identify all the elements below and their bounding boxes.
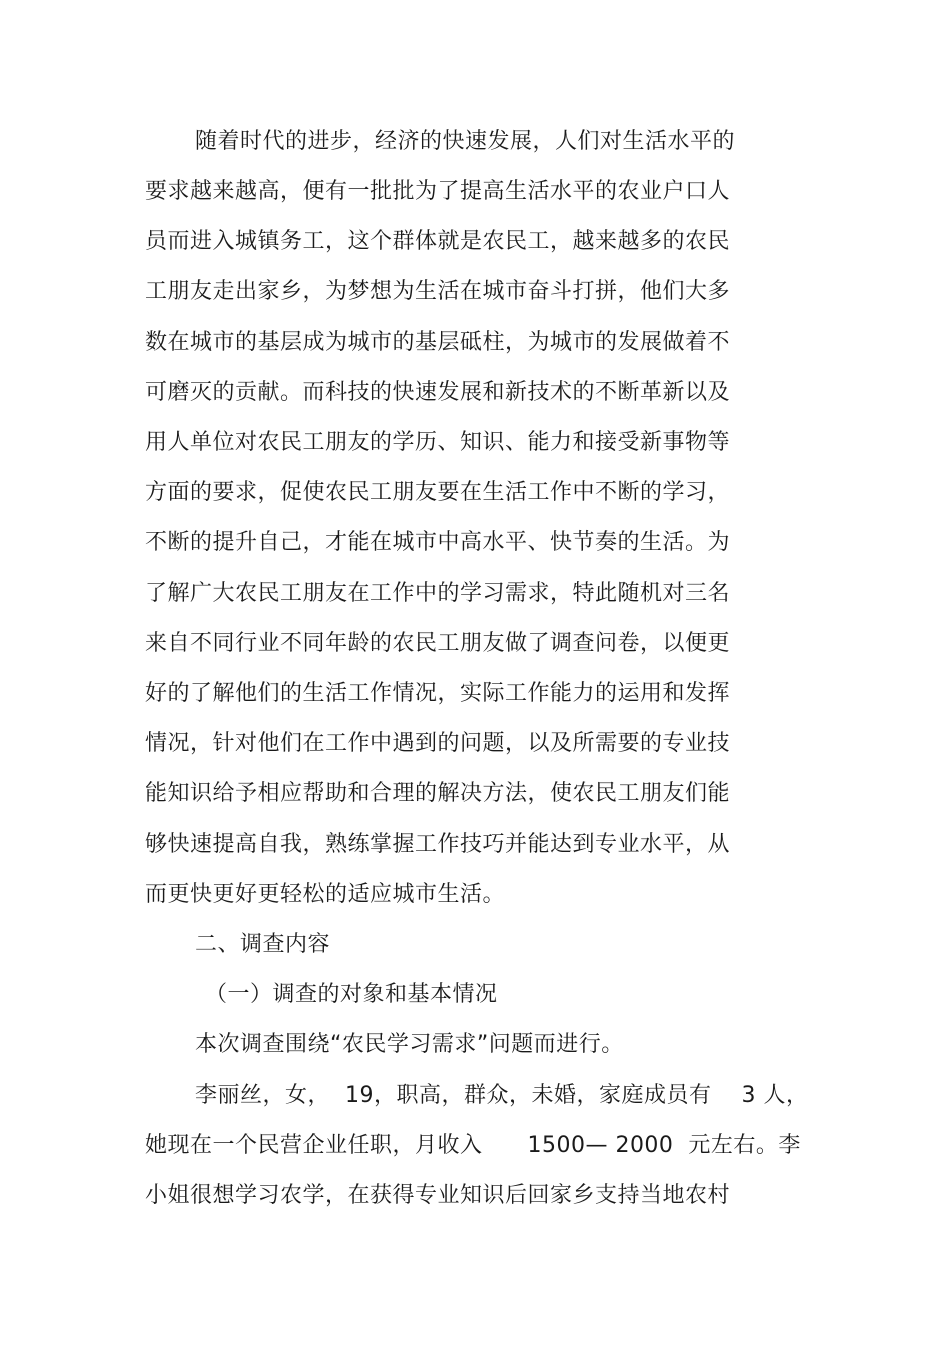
paragraph-1-line-7: 用人单位对农民工朋友的学历、知识、能力和接受新事物等 xyxy=(145,430,731,455)
paragraph-1-line-11: 来自不同行业不同年龄的农民工朋友做了调查问卷，以便更 xyxy=(145,631,731,656)
paragraph-1-line-13: 情况，针对他们在工作中遇到的问题，以及所需要的专业技 xyxy=(145,731,731,756)
paragraph-1-line-15: 够快速提高自我，熟练掌握工作技巧并能达到专业水平，从 xyxy=(145,832,731,857)
paragraph-1-line-9: 不断的提升自己，才能在城市中高水平、快节奏的生活。为 xyxy=(145,530,731,555)
paragraph-2: 本次调查围绕“农民学习需求”问题而进行。 xyxy=(195,1032,624,1057)
paragraph-1-line-3: 员而进入城镇务工，这个群体就是农民工，越来越多的农民 xyxy=(145,229,731,254)
subsection-heading: （一）调查的对象和基本情况 xyxy=(205,982,498,1007)
paragraph-1-line-4: 工朋友走出家乡，为梦想为生活在城市奋斗打拼，他们大多 xyxy=(145,279,731,304)
paragraph-1-line-16: 而更快更好更轻松的适应城市生活。 xyxy=(145,882,506,907)
paragraph-3-line-3: 小姐很想学习农学，在获得专业知识后回家乡支持当地农村 xyxy=(145,1183,731,1208)
section-heading: 二、调查内容 xyxy=(195,932,331,957)
paragraph-1-line-1: 随着时代的进步，经济的快速发展，人们对生活水平的 xyxy=(195,129,736,154)
paragraph-1-line-2: 要求越来越高，便有一批批为了提高生活水平的农业户口人 xyxy=(145,179,731,204)
paragraph-3-line-2: 她现在一个民营企业任职，月收入 1500— 2000 元左右。李 xyxy=(145,1133,801,1158)
paragraph-1-line-5: 数在城市的基层成为城市的基层砥柱，为城市的发展做着不 xyxy=(145,330,731,355)
paragraph-1-line-10: 了解广大农民工朋友在工作中的学习需求，特此随机对三名 xyxy=(145,581,731,606)
paragraph-1-line-14: 能知识给予相应帮助和合理的解决方法，使农民工朋友们能 xyxy=(145,781,731,806)
paragraph-1-line-12: 好的了解他们的生活工作情况，实际工作能力的运用和发挥 xyxy=(145,681,731,706)
paragraph-1-line-6: 可磨灭的贡献。而科技的快速发展和新技术的不断革新以及 xyxy=(145,380,731,405)
paragraph-3-line-1: 李丽丝，女， 19，职高，群众，未婚，家庭成员有 3 人， xyxy=(195,1083,809,1108)
paragraph-1-line-8: 方面的要求，促使农民工朋友要在生活工作中不断的学习， xyxy=(145,480,731,505)
